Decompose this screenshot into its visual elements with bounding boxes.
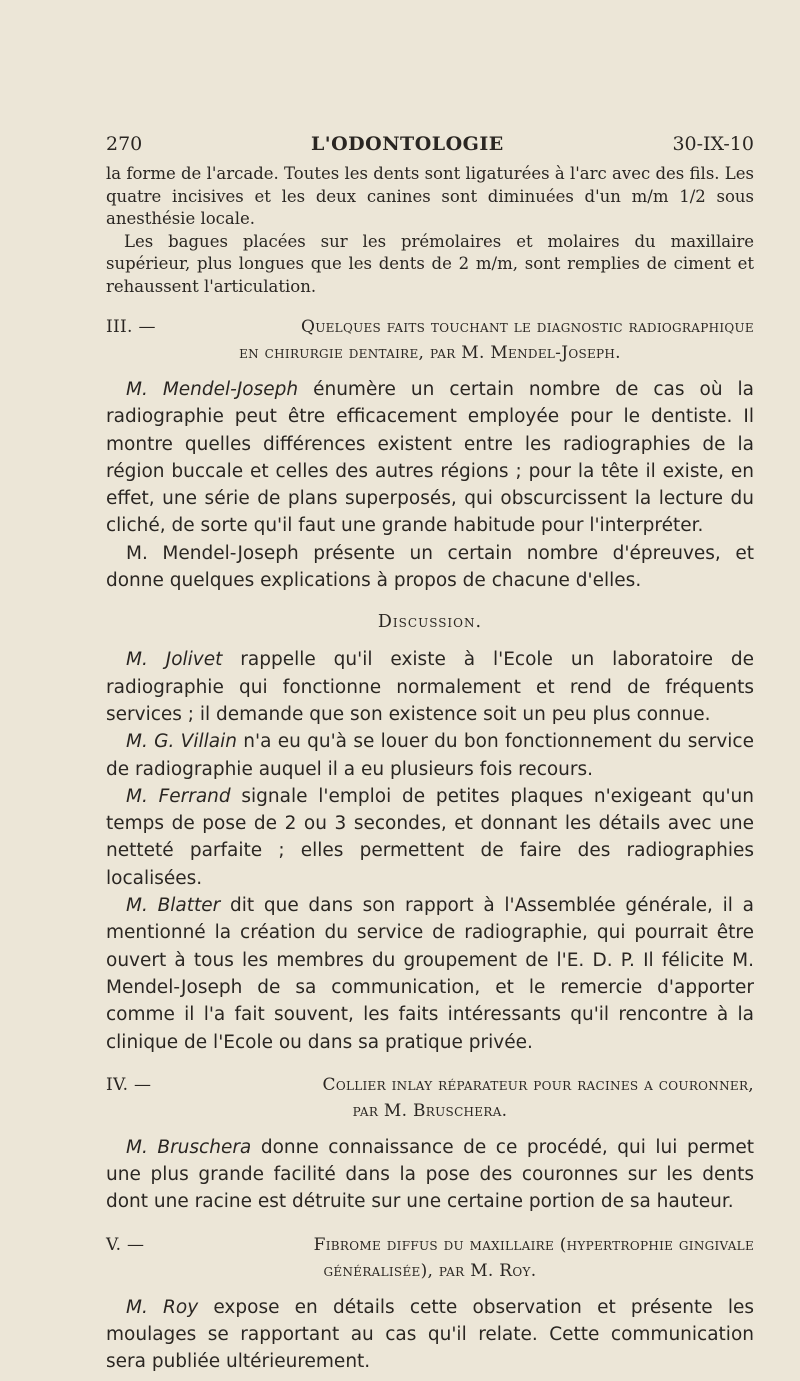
page-number: 270: [106, 133, 143, 155]
paragraph: [106, 1134, 754, 1216]
paragraph: M. Mendel-Joseph présente un certain nombre d'épreuves, et donne quelques explications à propos de chacune d'elles.: [106, 542, 754, 592]
paragraph: [106, 783, 754, 892]
paragraph-text: donne connaissance de ce procédé, qui lui permet une plus grande facilité dans la pose des couronnes sur les dents dont une racine est détruite sur une certaine portion de sa hauteur.: [106, 1136, 755, 1213]
section-title-line-1: Fibrome diffus du maxillaire (hypertrophie gingivale: [313, 1234, 754, 1255]
section-iv-body: [106, 1134, 754, 1216]
intro-paragraph-1: la forme de l'arcade. Toutes les dents sont ligaturées à l'arc avec des fils. Les quatre incisives et les deux canines sont diminuées d'un m/m 1/2 sous anesthésie locale.: [106, 164, 754, 228]
paragraph: [106, 376, 754, 540]
issue-date: 30-IX-10: [672, 133, 754, 155]
page: [106, 133, 754, 1376]
section-number: IV. —: [106, 1074, 152, 1095]
paragraph-text: signale l'emploi de petites plaques n'exigeant qu'un temps de pose de 2 ou 3 secondes, et donnant les détails avec une netteté parfaite ; elles permettent de faire des radiographies localisées.: [106, 785, 755, 889]
section-title-line-1: Collier inlay réparateur pour racines a couronner,: [322, 1074, 754, 1095]
paragraph-text: expose en détails cette observation et présente les moulages se rapportant au cas qu'il relate. Cette communication sera publiée ultérieurement.: [106, 1296, 754, 1373]
paragraph: [106, 892, 754, 1056]
intro-paragraph-2: Les bagues placées sur les prémolaires et molaires du maxillaire supérieur, plus longues que les dents de 2 m/m, sont remplies de ciment et rehaussent l'articulation.: [106, 231, 754, 296]
paragraph-text: dit que dans son rapport à l'Assemblée générale, il a mentionné la création du service de radiographie, qui pourrait être ouvert à tous les membres du groupement de l'E. D. P. Il félicite M. Mendel-Joseph de sa communication, et le remercie d'apporter comme il l'a fait souvent, les faits intéressants qu'il rencontre à la clinique de l'Ecole ou dans sa pratique privée.: [106, 895, 755, 1053]
paragraph: [106, 1294, 754, 1376]
section-iv-heading: [106, 1072, 754, 1124]
running-header: [106, 133, 754, 155]
section-iii-heading: [106, 314, 754, 366]
section-iii-body: [106, 376, 754, 594]
intro-block: [106, 163, 754, 298]
paragraph-text: n'a eu qu'à se louer du bon fonctionnement du service de radiographie auquel il a eu plusieurs fois recours.: [106, 731, 754, 780]
speaker-name: M. Ferrand: [126, 785, 231, 807]
discussion-heading: Discussion.: [377, 612, 483, 633]
speaker-name: M. Roy: [126, 1296, 199, 1318]
section-number: III. —: [106, 317, 156, 337]
paragraph: [106, 646, 754, 728]
paragraph-text: énumère un certain nombre de cas où la radiographie peut être efficacement employée pour le dentiste. Il montre quelles différences existent entre les radiographies de la région buccale et celles des autres régions ; pour la tête il existe, en effet, une série de plans superposés, qui obscurcissent la lecture du cliché, de sorte qu'il faut une grande habitude pour l'interpréter.: [106, 379, 755, 537]
speaker-name: M. Blatter: [126, 895, 221, 917]
paragraph: [106, 728, 754, 783]
discussion-body: [106, 646, 754, 1055]
section-title-line-2: généralisée), par M. Roy.: [323, 1260, 537, 1281]
section-v-heading: [106, 1232, 754, 1284]
section-title-line-2: en chirurgie dentaire, par M. Mendel-Joseph.: [239, 343, 621, 363]
speaker-name: M. Mendel-Joseph: [126, 379, 299, 400]
speaker-name: M. Bruschera: [126, 1136, 252, 1158]
paragraph-text: rappelle qu'il existe à l'Ecole un laboratoire de radiographie qui fonctionne normalement et rend de fréquents services ; il demande que son existence soit un peu plus connue.: [106, 649, 754, 725]
section-number: V. —: [106, 1234, 145, 1255]
journal-title: L'ODONTOLOGIE: [310, 133, 504, 155]
section-title-line-1: Quelques faits touchant le diagnostic radiographique: [300, 317, 754, 337]
speaker-name: M. Jolivet: [126, 649, 223, 671]
speaker-name: M. G. Villain: [126, 731, 237, 753]
section-title-line-2: par M. Bruschera.: [352, 1100, 508, 1121]
section-v-body: [106, 1294, 754, 1376]
